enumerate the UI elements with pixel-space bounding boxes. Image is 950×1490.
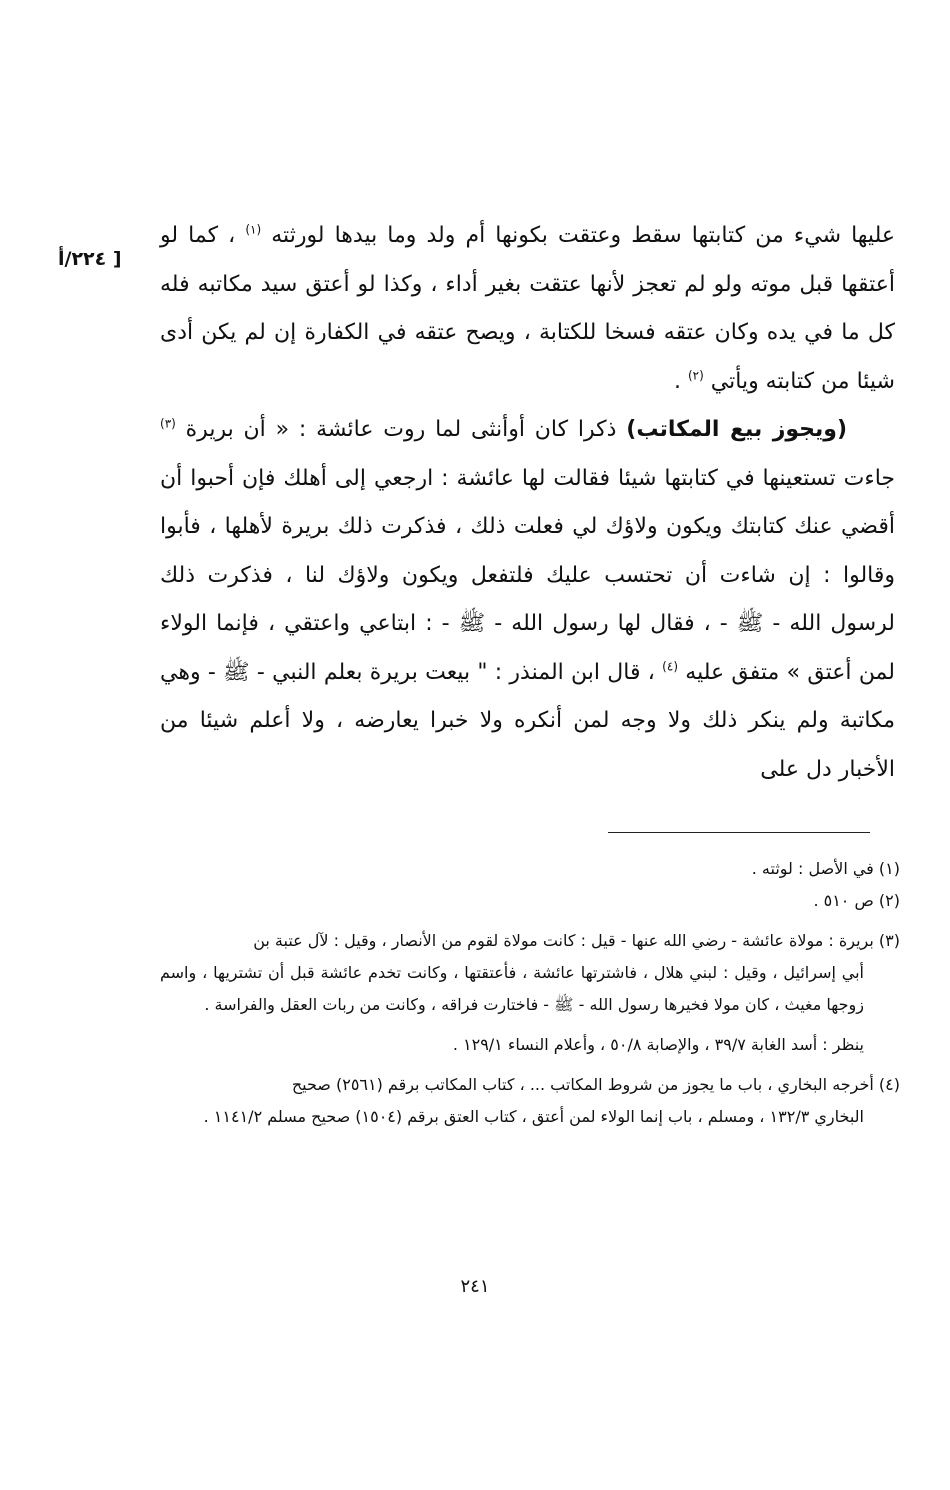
- p2-text-a: ذكرا كان أوأنثى لما روت عائشة : « أن بريرة: [185, 417, 617, 442]
- main-text: [160, 212, 895, 794]
- footnote-3: [160, 925, 900, 957]
- footnote-marker-4: (٤): [662, 659, 678, 674]
- footnote-marker-3: (٣): [160, 416, 176, 431]
- footnote-1: (١) في الأصل : لوثته .: [751, 859, 900, 878]
- footnote-3-reference: ينظر : أسد الغابة ٣٩/٧ ، والإصابة ٥٠/٨ ، وأعلام النساء ١٢٩/١ .: [452, 1035, 864, 1054]
- footnotes: [160, 853, 900, 1133]
- footnote-marker-2: (٢): [687, 368, 704, 383]
- p2-text-c: ، قال ابن المنذر : " بيعت بريرة بعلم النبي - ﷺ - وهي مكاتبة ولم ينكر ذلك ولا وجه لمن أنكره ولا خبرا يعارضه ، ولا أعلم شيئا من الأخبار دل على: [160, 659, 895, 782]
- footnote-4: [160, 1069, 900, 1101]
- footnote-4-continuation: البخاري ١٣٢/٣ ، ومسلم ، باب إنما الولاء لمن أعتق ، كتاب العتق برقم (١٥٠٤) صحيح مسلم ١١٤١/٢ .: [203, 1107, 864, 1126]
- section-heading: (ويجوز بيع المكاتب): [626, 417, 848, 442]
- p1-text-a: عليها شيء من كتابتها سقط وعتقت بكونها أم ولد وما بيدها لورثته: [271, 223, 895, 248]
- footnote-3-continuation: أبي إسرائيل ، وقيل : لبني هلال ، فاشترتها عائشة ، فأعتقتها ، وكانت تخدم عائشة قبل أن تشتريها ، واسم زوجها مغيث ، كان مولا فخيرها رسول الله - ﷺ - فاختارت فراقه ، وكانت من ربات العقل والفراسة .: [160, 963, 864, 1014]
- p1-text-b: ، كما لو أعتقها قبل موته ولو لم تعجز لأنها عتقت بغير أداء ، وكذا لو أعتق سيد مكاتبه فله كل ما في يده وكان عتقه فسخا للكتابة ، ويصح عتقه في الكفارة إن لم يكن أدى شيئا من كتابته ويأتي: [160, 223, 895, 394]
- paragraph-2: [160, 406, 895, 794]
- p1-text-c: .: [673, 368, 681, 394]
- footnote-marker-1: (١): [245, 222, 262, 237]
- footnote-2: (٢) ص ٥١٠ .: [813, 891, 900, 910]
- footnote-3-first-line: (٣) بريرة : مولاة عائشة - رضي الله عنها - قيل : كانت مولاة لقوم من الأنصار ، وقيل : لآل عتبة بن: [253, 931, 900, 950]
- footnote-4-first-line: (٤) أخرجه البخاري ، باب ما يجوز من شروط المكاتب ... ، كتاب المكاتب برقم (٢٥٦١) صحيح: [291, 1075, 900, 1094]
- paragraph-1: [160, 212, 895, 406]
- margin-folio-reference: [ ٢٢٤/أ: [58, 248, 122, 270]
- footnote-divider: [608, 832, 870, 833]
- page-number: ٢٤١: [460, 1276, 490, 1297]
- p2-text-b: جاءت تستعينها في كتابتها شيئا فقالت لها عائشة : ارجعي إلى أهلك فإن أحبوا أن أقضي عنك كتابتك ويكون ولاؤك لي فعلت ذلك ، فذكرت ذلك بريرة لأهلها ، فأبوا وقالوا : إن شاءت أن تحتسب عليك فلتفعل ويكون ولاؤك لنا ، فذكرت ذلك لرسول الله - ﷺ - ، فقال لها رسول الله - ﷺ - : ابتاعي واعتقي ، فإنما الولاء لمن أعتق » متفق عليه: [160, 465, 895, 685]
